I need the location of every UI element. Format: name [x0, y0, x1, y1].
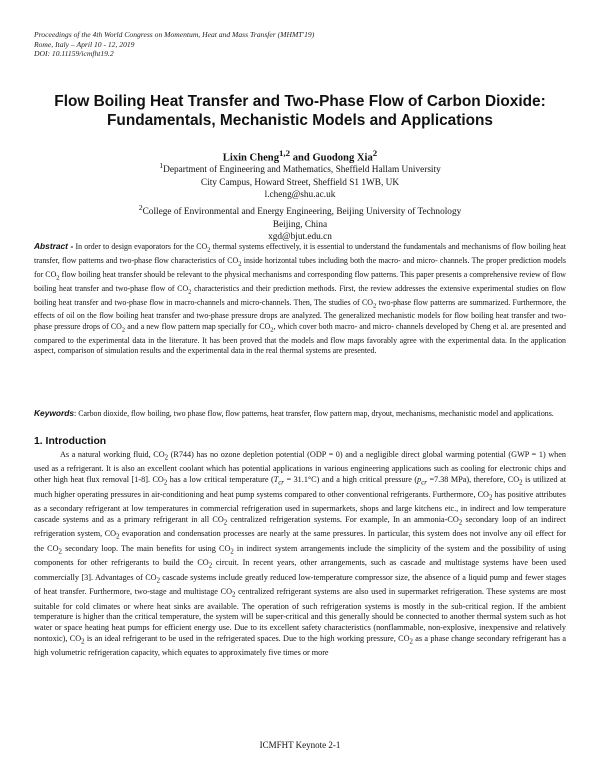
body-text: secondary loop of an indirect refrigeration system, CO — [34, 514, 566, 539]
affiliation-2-dept — [40, 202, 560, 219]
proceedings-line: Proceedings of the 4th World Congress on Momentum, Heat and Mass Transfer (MHMT'19) — [34, 30, 315, 39]
body-text: has a low critical temperature ( — [167, 475, 274, 485]
affiliation-1-address: City Campus, Howard Street, Sheffield S1 1WB, UK — [200, 177, 400, 188]
author-affiliation-marker: 2 — [372, 148, 378, 158]
subscript-2: 2 — [56, 274, 60, 282]
subscript-2: 2 — [519, 479, 523, 487]
abstract — [34, 241, 566, 356]
body-text: As a natural working fluid, CO — [60, 450, 165, 459]
title-line-2: Fundamentals, Mechanistic Models and Applications — [107, 112, 493, 129]
body-text: centralized refrigerant systems are also used in supermarket refrigeration. These systems are most suitable for cold climates or where heat sinks are available. The operation of such refrigeration systems is mostly in the sub-critical region. If the ambient temperature is higher than the critical temperature, the system will be super-critical and this generally should be connected to another thermal system such as hot water or space heating heat pumps for efficient energy use. Due to its excellent safety characteristics (nonflammable, non-explosive, inexpensive and relatively nontoxic), CO — [34, 587, 566, 643]
abstract-text: and a new flow pattern map specially for CO — [125, 321, 271, 331]
abstract-text: In order to design evaporators for the CO — [73, 242, 208, 251]
affiliation-2-address: Beijing, China — [272, 219, 328, 230]
title-line-1: Flow Boiling Heat Transfer and Two-Phase Flow of Carbon Dioxide: — [54, 93, 546, 110]
subscript-2: 2 — [163, 479, 168, 487]
subscript-2: 2 — [207, 246, 211, 254]
abstract-text: two-phase flow patterns are summarized. Furthermore, the effects of oil on the flow boiling heat transfer and two-phase pressure drops are analyzed. The generalized mechanistic models for flow boiling heat transfer and two-phase pressure drops of CO — [34, 297, 566, 331]
abstract-label: Abstract - — [34, 241, 74, 251]
subscript-2: 2 — [116, 533, 120, 541]
doi-line: DOI: 10.11159/icmfht19.2 — [34, 49, 114, 59]
affiliation-2-email[interactable]: xgd@bjut.edu.cn — [268, 232, 332, 243]
subscript-cr: cr — [278, 479, 284, 487]
subscript-2: 2 — [164, 454, 169, 462]
affiliation-marker: 1 — [159, 161, 164, 170]
paper-title — [40, 92, 560, 130]
body-text: cascade systems include greatly reduced low-temperature compressor size, the absence of a liquid pump and fewer stages of heat transfer. Furthermore, two-stage and multistage CO — [34, 572, 567, 597]
subscript-cr: cr — [421, 479, 427, 487]
affiliation-1-dept — [40, 160, 560, 177]
author-conjunction: and — [290, 152, 313, 164]
subscript-2: 2 — [58, 548, 62, 556]
body-text: has positive attributes as a secondary refrigerant at low temperatures in commercial refrigeration used in supermarkets, shops and large kitchens etc., in indirect and low temperature cascade systems and as a primary refrigerant in all CO — [34, 489, 566, 524]
body-text: is an ideal refrigerant to be used in the refrigerated spaces. Due to the high working pressure, CO — [84, 633, 410, 643]
body-text: secondary loop. The main benefits for using CO — [61, 543, 231, 553]
department-name: Department of Engineering and Mathematics, Sheffield Hallam University — [163, 165, 441, 176]
author-affiliation-marker: 1,2 — [279, 148, 291, 158]
subscript-2: 2 — [208, 562, 213, 570]
section-heading: 1. Introduction — [34, 436, 107, 447]
abstract-text: inside horizontal tubes including both the macro- and micro- channels. The proper prediction models for CO — [34, 255, 567, 279]
subscript-2: 2 — [156, 577, 160, 585]
page-footer: ICMFHT Keynote 2-1 — [259, 740, 341, 750]
paragraph — [34, 450, 566, 659]
subscript-2: 2 — [223, 519, 228, 527]
keywords-text: : Carbon dioxide, flow boiling, two phase flow, flow patterns, heat transfer, flow pattern map, dryout, mechanisms, mechanistic model and applications. — [74, 409, 554, 418]
subscript-2: 2 — [409, 638, 413, 646]
subscript-2: 2 — [188, 288, 192, 296]
subscript-2: 2 — [372, 302, 377, 310]
proceedings-header — [34, 30, 434, 59]
body-text: evaporation and condensation processes are nearly at the same pressures. In particular, this system does not involve any oil effect for the CO — [34, 529, 567, 553]
abstract-text: characteristics and their prediction methods. First, the review addresses the extensive experimental studies on flow boiling heat transfer and two-phase flow in macro-channels and micro-channels. Then, The studies of CO — [34, 283, 566, 307]
symbol-T: T — [273, 475, 279, 485]
introduction-body — [34, 450, 566, 659]
abstract-text: flow boiling heat transfer should be relevant to the physical mechanisms and corresponding flow patterns. This paper presents a comprehensive review of flow boiling heat transfer and two-phase flow of CO — [34, 269, 566, 293]
subscript-2: 2 — [238, 260, 242, 268]
conference-location-date: Rome, Italy – April 10 - 12, 2019 — [34, 39, 135, 49]
subscript-2: 2 — [81, 638, 85, 646]
keywords-label: Keywords — [34, 408, 75, 418]
subscript-2: 2 — [230, 548, 234, 556]
body-text: =7.38 MPa), therefore, CO — [426, 475, 520, 485]
affiliation-marker: 2 — [138, 202, 143, 212]
symbol-p: p — [417, 475, 422, 485]
subscript-2: 2 — [270, 326, 274, 334]
affiliations — [40, 160, 560, 244]
subscript-2: 2 — [488, 494, 493, 502]
subscript-2: 2 — [121, 326, 126, 334]
subscript-2: 2 — [458, 519, 463, 527]
department-name: College of Environmental and Energy Engineering, Beijing University of Technology — [142, 206, 462, 217]
body-text: (R744) has no ozone depletion potential (ODP = 0) and a negligible direct global warming potential (GWP = 1) when used as a refrigerant. It is also an excellent coolant which has potential applications in various engineering applications such as cooling for electronic chips and other high heat flux removal [1-8]. CO — [34, 450, 567, 485]
author-name: Lixin Cheng — [222, 152, 279, 164]
body-text: in indirect system arrangements include the simplicity of the system and the possibility of using components for other refrigerants to build the CO — [34, 543, 566, 568]
body-text: centralized refrigeration systems. For example, In an ammonia-CO — [227, 514, 459, 524]
body-text: = 31.1°C) and a high critical pressure ( — [283, 475, 418, 485]
body-text: is utilized at much higher operating pressures in air-conditioning and heat pump systems compared to other conventional refrigerants. Furthermore, CO — [34, 475, 566, 499]
subscript-2: 2 — [231, 591, 236, 599]
keywords — [34, 408, 566, 419]
author-name: Guodong Xia — [312, 152, 373, 164]
affiliation-1-email[interactable]: l.cheng@shu.ac.uk — [264, 190, 336, 201]
body-text: circuit. In recent years, other arrangements, such as cascade and multistage systems have been used commercially [3]. Advantages of CO — [34, 558, 566, 582]
abstract-text: , which cover both macro- and micro- channels developed by Cheng et al. are presented and compared to the experimental data in the literature. It has been proved that the models and flow maps favorably agree with the experimental data. In the application aspect, comparison of simulation results and the experimental data in the real thermal systems are presented. — [34, 321, 566, 355]
abstract-text: thermal systems effectively, it is essential to understand the fundamentals and mechanisms of flow boiling heat transfer, flow patterns and two-phase flow characteristics of CO — [34, 242, 566, 265]
body-text: as a phase change secondary refrigerant has a high volumetric refrigeration capacity, which equates to approximately five times or more — [34, 633, 567, 658]
